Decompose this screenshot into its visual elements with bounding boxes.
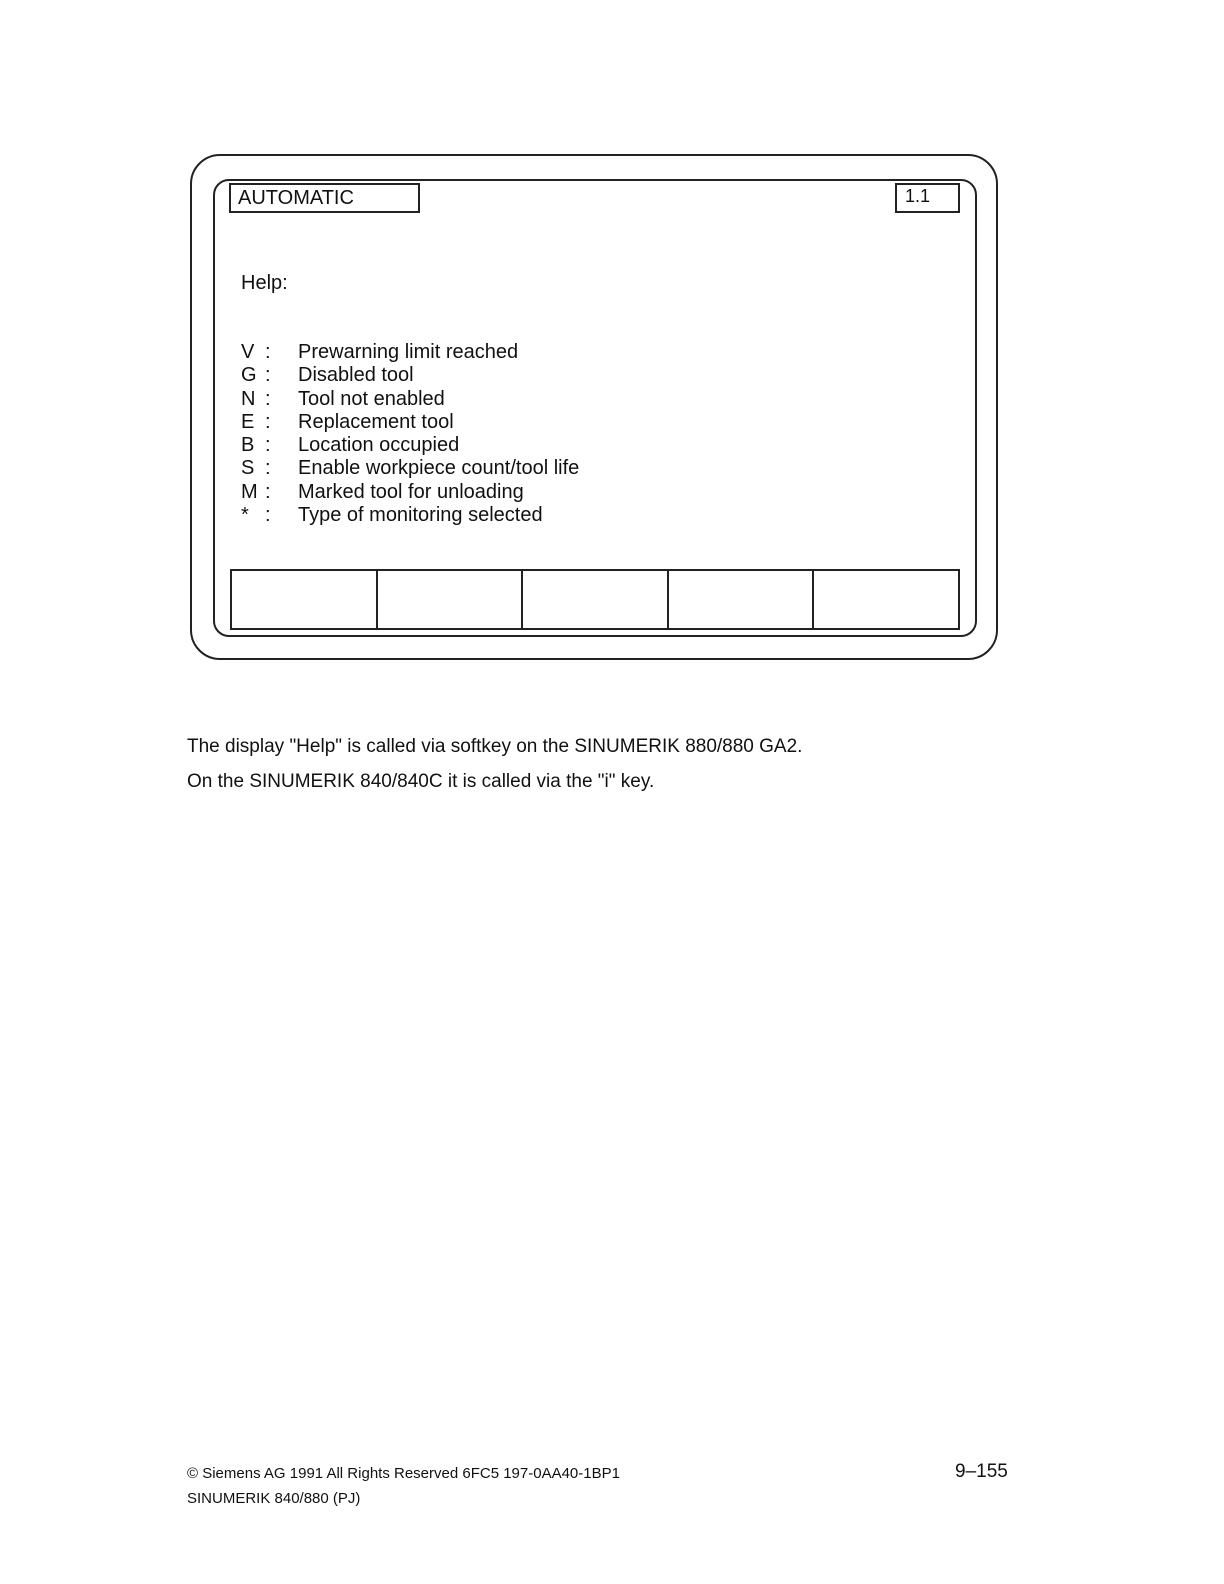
- legend-text: Disabled tool: [298, 364, 414, 387]
- legend-text: Enable workpiece count/tool life: [298, 457, 580, 480]
- legend-item: [241, 504, 579, 527]
- body-paragraph-1: The display "Help" is called via softkey on the SINUMERIK 880/880 GA2.: [187, 736, 803, 757]
- softkey-5[interactable]: [814, 571, 958, 628]
- body-paragraph-2: On the SINUMERIK 840/840C it is called via the "i" key.: [187, 771, 655, 792]
- legend-code: E: [241, 410, 255, 433]
- legend-separator: :: [265, 480, 271, 503]
- help-title: Help:: [241, 272, 288, 294]
- operating-mode-field: AUTOMATIC: [229, 183, 420, 213]
- softkey-1[interactable]: [232, 571, 378, 628]
- legend-item: [241, 411, 579, 434]
- legend-code: B: [241, 434, 255, 457]
- legend-code: M: [241, 480, 258, 503]
- legend-code: V: [241, 341, 255, 363]
- help-legend: [241, 341, 579, 527]
- legend-separator: :: [265, 387, 271, 410]
- legend-separator: :: [265, 364, 271, 387]
- footer-product: SINUMERIK 840/880 (PJ): [187, 1490, 361, 1507]
- legend-separator: :: [265, 504, 271, 527]
- legend-item: [241, 481, 579, 504]
- legend-text: Tool not enabled: [298, 387, 445, 410]
- legend-text: Replacement tool: [298, 410, 454, 433]
- legend-text: Marked tool for unloading: [298, 480, 524, 503]
- legend-separator: :: [265, 341, 271, 363]
- legend-text: Type of monitoring selected: [298, 504, 543, 527]
- softkey-bar: [230, 569, 960, 630]
- legend-code: *: [241, 504, 249, 527]
- legend-text: Prewarning limit reached: [298, 341, 519, 363]
- footer-copyright: © Siemens AG 1991 All Rights Reserved 6FC5 197-0AA40-1BP1: [187, 1465, 620, 1482]
- legend-code: S: [241, 457, 255, 480]
- legend-code: N: [241, 387, 256, 410]
- legend-separator: :: [265, 434, 271, 457]
- legend-code: G: [241, 364, 257, 387]
- softkey-4[interactable]: [669, 571, 815, 628]
- legend-separator: :: [265, 457, 271, 480]
- softkey-3[interactable]: [523, 571, 669, 628]
- legend-item: [241, 364, 579, 387]
- legend-separator: :: [265, 410, 271, 433]
- legend-text: Location occupied: [298, 434, 460, 457]
- legend-item: [241, 388, 579, 411]
- legend-item: [241, 341, 579, 364]
- legend-item: [241, 434, 579, 457]
- footer-page-number: 9–155: [955, 1461, 1008, 1482]
- legend-item: [241, 457, 579, 480]
- page-number-field: 1.1: [895, 183, 960, 213]
- softkey-2[interactable]: [378, 571, 524, 628]
